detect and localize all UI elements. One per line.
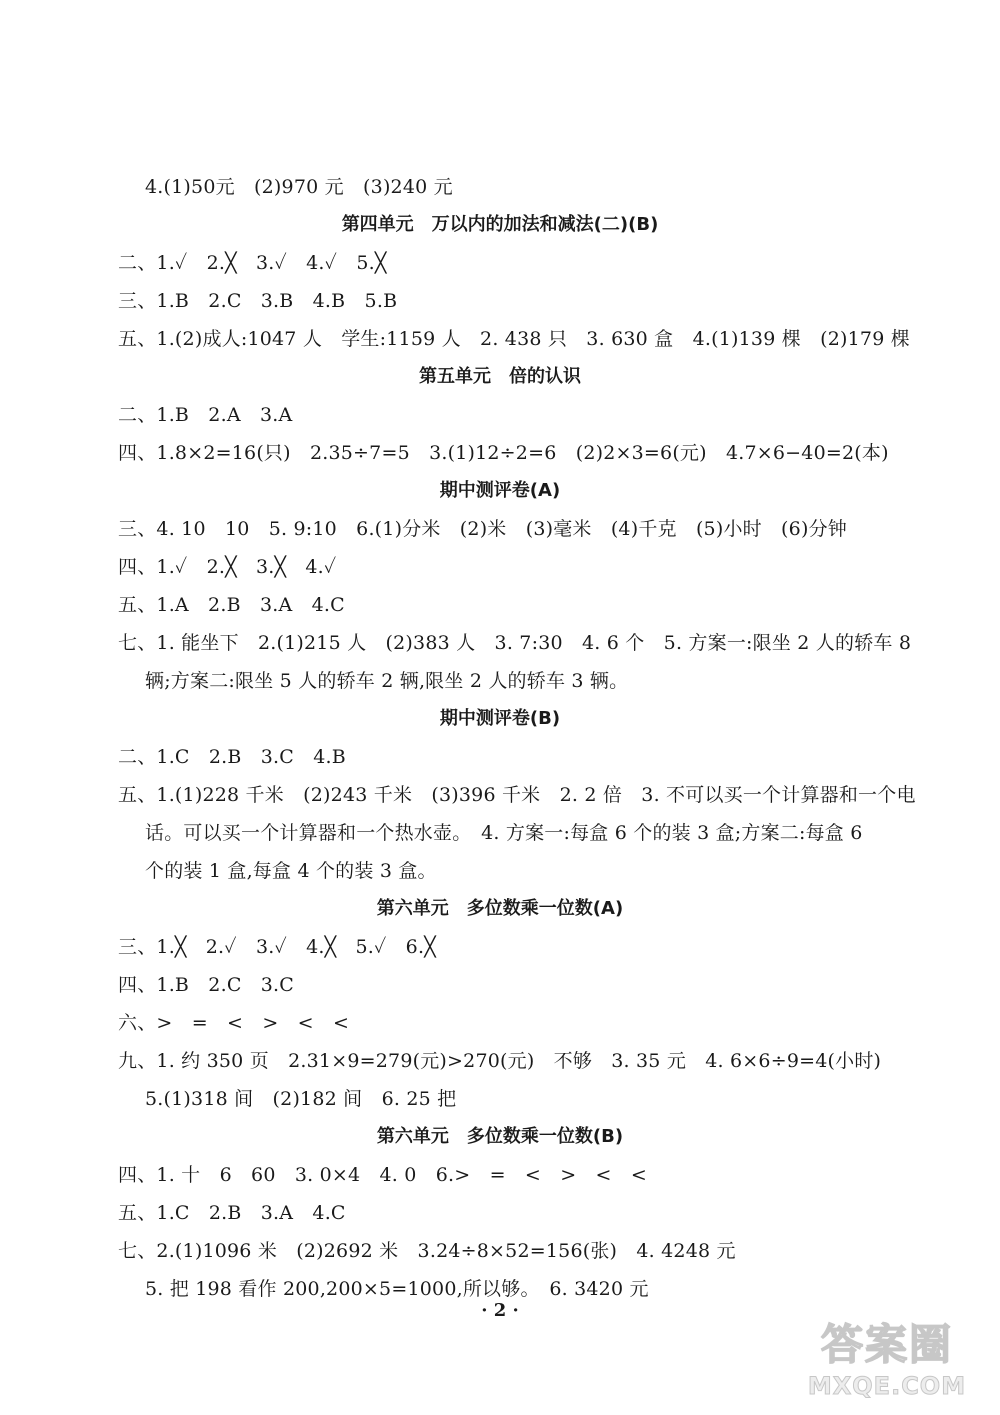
answer-line: 五、1.A 2.B 3.A 4.C [118,594,345,616]
answer-line: 三、4. 10 10 5. 9:10 6.(1)分米 (2)米 (3)毫米 (4)千克 (5)小时 (6)分钟 [118,518,847,540]
answer-line: 七、2.(1)1096 米 (2)2692 米 3.24÷8×52=156(张) 4. 4248 元 [118,1240,736,1262]
answer-line: 5.(1)318 间 (2)182 间 6. 25 把 [145,1088,457,1110]
answer-line: 九、1. 约 350 页 2.31×9=279(元)>270(元) 不够 3. 35 元 4. 6×6÷9=4(小时) [118,1050,882,1072]
answer-line: 个的装 1 盒,每盒 4 个的装 3 盒。 [145,860,437,882]
answer-line: 五、1.(1)228 千米 (2)243 千米 (3)396 千米 2. 2 倍 3. 不可以买一个计算器和一个电 [118,784,916,806]
answer-line: 六、> = < > < < [118,1012,350,1034]
section-heading-unit-5: 第五单元 倍的认识 [419,366,581,387]
answer-line: 七、1. 能坐下 2.(1)215 人 (2)383 人 3. 7:30 4. 6 个 5. 方案一:限坐 2 人的轿车 8 [118,632,912,654]
answer-line: 四、1.8×2=16(只) 2.35÷7=5 3.(1)12÷2=6 (2)2×3=6(元) 4.7×6−40=2(本) [118,442,889,464]
answer-line: 话。可以买一个计算器和一个热水壶。 4. 方案一:每盒 6 个的装 3 盒;方案二:每盒 6 [145,822,863,844]
section-heading-unit-4b: 第四单元 万以内的加法和减法(二)(B) [341,214,659,235]
watermark-title: 答案圈 [820,1320,953,1369]
answer-line: 5. 把 198 看作 200,200×5=1000,所以够。 6. 3420 元 [145,1278,649,1300]
answer-line: 五、1.(2)成人:1047 人 学生:1159 人 2. 438 只 3. 630 盒 4.(1)139 棵 (2)179 棵 [118,328,910,350]
answer-line: 辆;方案二:限坐 5 人的轿车 2 辆,限坐 2 人的轿车 3 辆。 [145,670,629,692]
answer-line: 三、1.B 2.C 3.B 4.B 5.B [118,290,398,312]
section-heading-unit-6a: 第六单元 多位数乘一位数(A) [376,898,624,919]
answer-line: 四、1. 十 6 60 3. 0×4 4. 0 6.> = < > < < [118,1164,648,1186]
watermark-url: MXQE.COM [807,1372,967,1400]
section-heading-unit-6b: 第六单元 多位数乘一位数(B) [376,1126,624,1147]
answer-line: 二、1.✓ 2.╳ 3.✓ 4.✓ 5.╳ [118,252,387,274]
section-heading-midterm-a: 期中测评卷(A) [439,480,561,501]
answer-line: 四、1.✓ 2.╳ 3.╳ 4.✓ [118,556,337,578]
page-number: · 2 · [481,1300,519,1321]
answer-line: 4.(1)50元 (2)970 元 (3)240 元 [145,176,453,198]
answer-line: 四、1.B 2.C 3.C [118,974,295,996]
answer-line: 三、1.╳ 2.✓ 3.✓ 4.╳ 5.✓ 6.╳ [118,936,436,958]
answer-line: 二、1.B 2.A 3.A [118,404,293,426]
section-heading-midterm-b: 期中测评卷(B) [439,708,561,729]
watermark-logo [792,1319,982,1401]
answer-line: 五、1.C 2.B 3.A 4.C [118,1202,346,1224]
answer-line: 二、1.C 2.B 3.C 4.B [118,746,346,768]
